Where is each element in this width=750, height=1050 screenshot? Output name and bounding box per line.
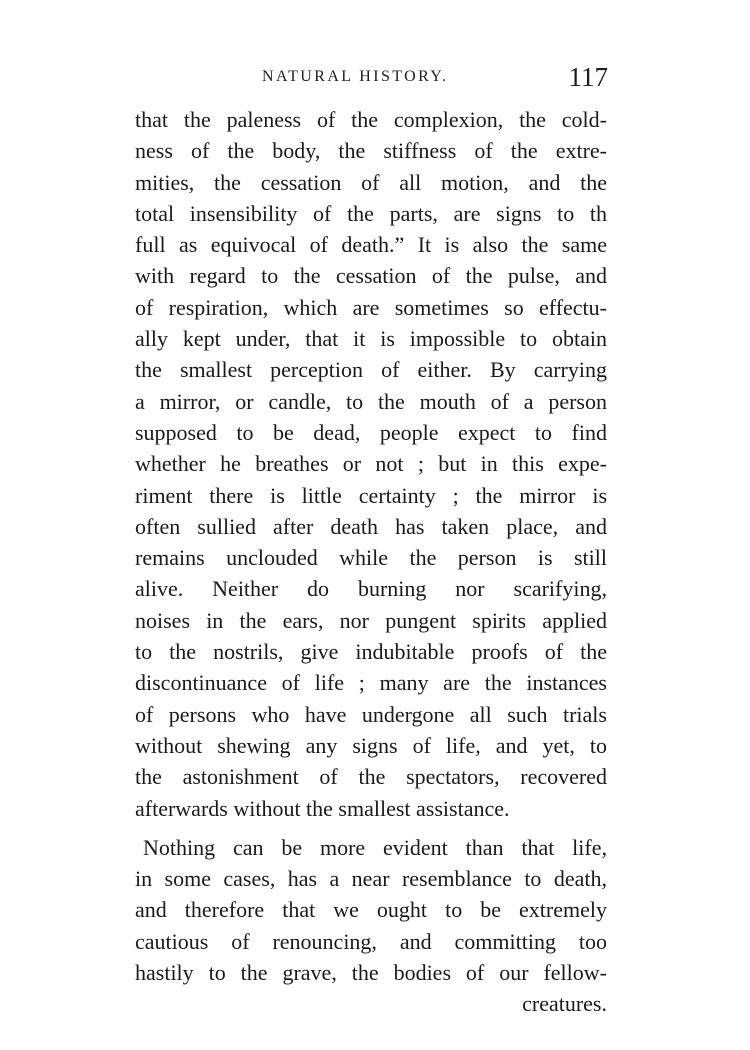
text-line: riment there is little certainty ; the mirror is [135,482,607,508]
text-line: ally kept under, that it is impossible to obtain [135,326,607,352]
text-line: the astonishment of the spectators, recovered [135,764,607,790]
text-line: Nothing can be more evident than that life, [143,834,607,860]
text-line: creatures. [522,991,607,1017]
text-line: full as equivocal of death.” It is also the same [135,232,607,258]
text-line: and therefore that we ought to be extremely [135,897,607,923]
text-line: total insensibility of the parts, are signs to th [135,200,607,226]
text-line: in some cases, has a near resemblance to death, [135,866,607,892]
text-line: remains unclouded while the person is still [135,545,607,571]
text-line: often sullied after death has taken place, and [135,513,607,539]
text-line: the smallest perception of either. By carrying [135,357,607,383]
text-line: afterwards without the smallest assistance. [135,795,510,821]
page-number: 117 [568,62,608,92]
paragraph [135,832,607,1020]
text-line: hastily to the grave, the bodies of our fellow- [135,960,607,986]
text-line: of persons who have undergone all such trials [135,701,607,727]
text-line: cautious of renouncing, and committing too [135,928,607,954]
text-line: with regard to the cessation of the pulse, and [135,263,607,289]
text-line: discontinuance of life ; many are the instances [135,670,607,696]
text-line: a mirror, or candle, to the mouth of a person [135,388,607,414]
text-line: mities, the cessation of all motion, and the [135,169,607,195]
text-line: supposed to be dead, people expect to find [135,419,607,445]
text-line: noises in the ears, nor pungent spirits applied [135,607,607,633]
text-line: whether he breathes or not ; but in this expe- [135,451,607,477]
text-line: that the paleness of the complexion, the cold- [135,107,607,132]
body-text [135,104,607,1020]
page-header [262,62,608,92]
running-title: NATURAL HISTORY. [262,68,449,85]
text-line: ness of the body, the stiffness of the extre- [135,138,607,164]
paragraph-gap [135,824,607,832]
text-line: alive. Neither do burning nor scarifying, [135,576,607,602]
text-line: without shewing any signs of life, and yet, to [135,732,607,758]
paragraph [135,104,607,824]
text-line: to the nostrils, give indubitable proofs of the [135,639,607,665]
text-line: of respiration, which are sometimes so effectu- [135,294,607,320]
